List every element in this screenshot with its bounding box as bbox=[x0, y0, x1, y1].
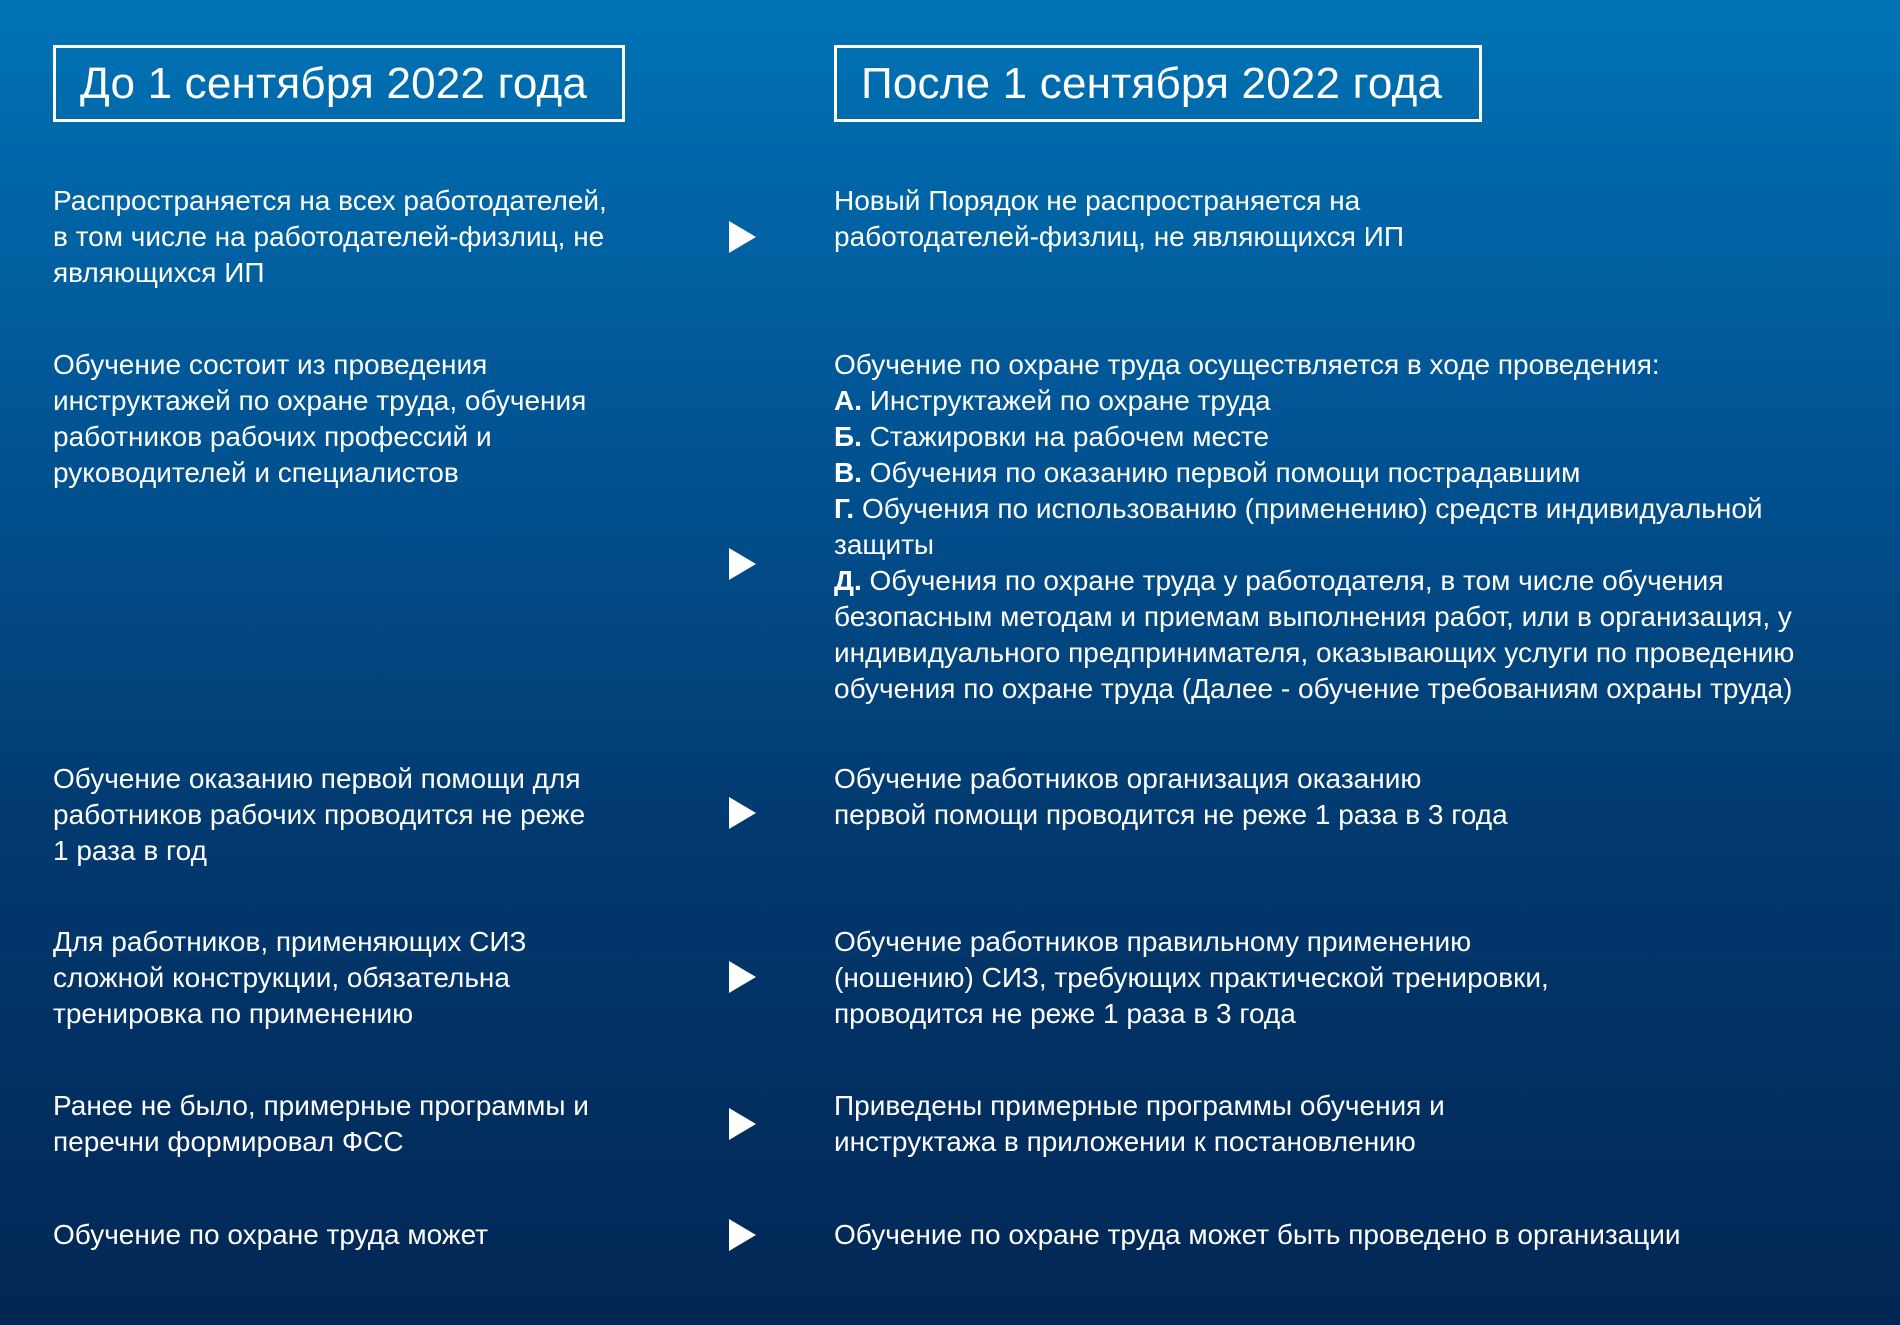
text-line: Приведены примерные программы обучения и bbox=[834, 1090, 1445, 1121]
after-text bbox=[834, 347, 1854, 707]
text-line: работников рабочих проводится не реже bbox=[53, 799, 586, 830]
text-line: 1 раза в год bbox=[53, 835, 207, 866]
list-item bbox=[834, 419, 1854, 455]
after-text bbox=[834, 183, 1854, 255]
arrow-right-icon bbox=[729, 1219, 756, 1251]
list-item-letter: Г. bbox=[834, 493, 855, 524]
text-line: проводится не реже 1 раза в 3 года bbox=[834, 998, 1296, 1029]
arrow-right-icon bbox=[729, 1108, 756, 1140]
list-item-text: Обучения по оказанию первой помощи пострадавшим bbox=[869, 457, 1581, 488]
after-text bbox=[834, 924, 1854, 1032]
list-item-letter: В. bbox=[834, 457, 862, 488]
before-text bbox=[53, 183, 673, 291]
arrow-right-icon bbox=[729, 221, 756, 253]
before-text bbox=[53, 1088, 673, 1160]
after-text bbox=[834, 1217, 1854, 1253]
list-item bbox=[834, 455, 1854, 491]
arrow-right-icon bbox=[729, 961, 756, 993]
list-item-letter: Д. bbox=[834, 565, 862, 596]
before-column-title: До 1 сентября 2022 года bbox=[80, 58, 588, 108]
text-line: Новый Порядок не распространяется на bbox=[834, 185, 1361, 216]
text-line: в том числе на работодателей-физлиц, не bbox=[53, 221, 605, 252]
text-line: работников рабочих профессий и bbox=[53, 421, 492, 452]
before-text bbox=[53, 1217, 673, 1253]
before-text bbox=[53, 761, 673, 869]
text-line: перечни формировал ФСС bbox=[53, 1126, 404, 1157]
list-item-text: Обучения по охране труда у работодателя, в том числе обучения безопасным методам и приемам выполнения работ, или в организация, у индивидуального предпринимателя, оказывающих услуги по проведению обучения по охране труда (Далее - обучение требованиям охраны труда) bbox=[834, 565, 1795, 704]
text-line: Для работников, применяющих СИЗ bbox=[53, 926, 527, 957]
list-item-letter: А. bbox=[834, 385, 862, 416]
text-line: работодателей-физлиц, не являющихся ИП bbox=[834, 221, 1404, 252]
text-line: Обучение работников правильному применению bbox=[834, 926, 1472, 957]
after-intro: Обучение по охране труда осуществляется в ходе проведения: bbox=[834, 349, 1660, 380]
list-item-text: Инструктажей по охране труда bbox=[869, 385, 1271, 416]
arrow-right-icon bbox=[729, 797, 756, 829]
before-column-header bbox=[53, 45, 625, 122]
after-text bbox=[834, 1088, 1854, 1160]
text-line: Распространяется на всех работодателей, bbox=[53, 185, 607, 216]
text-line: Ранее не было, примерные программы и bbox=[53, 1090, 589, 1121]
before-text bbox=[53, 924, 673, 1032]
text-line: (ношению) СИЗ, требующих практической тренировки, bbox=[834, 962, 1549, 993]
list-item-letter: Б. bbox=[834, 421, 862, 452]
text-line: первой помощи проводится не реже 1 раза в 3 года bbox=[834, 799, 1508, 830]
text-line: Обучение по охране труда может bbox=[53, 1219, 489, 1250]
after-column-title: После 1 сентября 2022 года bbox=[861, 58, 1443, 108]
text-line: тренировка по применению bbox=[53, 998, 414, 1029]
list-item bbox=[834, 383, 1854, 419]
arrow-right-icon bbox=[729, 548, 756, 580]
after-column-header bbox=[834, 45, 1482, 122]
list-item-text: Обучения по использованию (применению) средств индивидуальной защиты bbox=[834, 493, 1763, 560]
text-line: инструктажей по охране труда, обучения bbox=[53, 385, 587, 416]
text-line: являющихся ИП bbox=[53, 257, 265, 288]
text-line: сложной конструкции, обязательна bbox=[53, 962, 510, 993]
text-line: Обучение по охране труда может быть проведено в организации bbox=[834, 1219, 1681, 1250]
list-item-text: Стажировки на рабочем месте bbox=[869, 421, 1270, 452]
after-text bbox=[834, 761, 1854, 833]
text-line: руководителей и специалистов bbox=[53, 457, 459, 488]
list-item bbox=[834, 563, 1854, 707]
list-item bbox=[834, 491, 1854, 563]
text-line: Обучение оказанию первой помощи для bbox=[53, 763, 581, 794]
text-line: Обучение работников организация оказанию bbox=[834, 763, 1422, 794]
text-line: Обучение состоит из проведения bbox=[53, 349, 488, 380]
text-line: инструктажа в приложении к постановлению bbox=[834, 1126, 1416, 1157]
before-text bbox=[53, 347, 673, 491]
